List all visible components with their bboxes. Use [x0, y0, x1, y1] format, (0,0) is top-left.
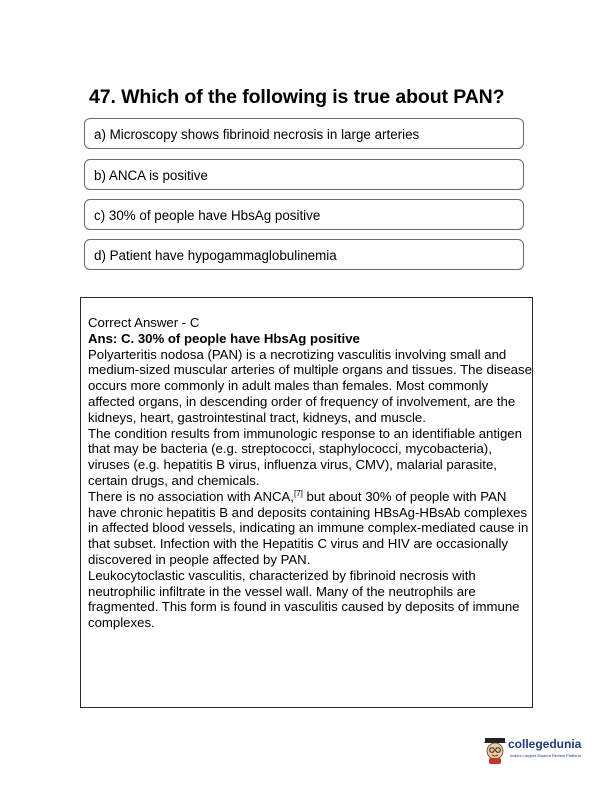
- paragraph-3-end: but about 30% of people with PAN have chronic hepatitis B and deposits containing HBsAg-HBsAb complexes in affected blood vessels, indicating an immune complex-mediated cause in that subset. Infection with the Hepatitis C virus and HIV are occasionally discovered in people affected by PAN.: [88, 488, 529, 567]
- option-c[interactable]: c) 30% of people have HbsAg positive: [84, 199, 524, 230]
- explanation-paragraph-4: Leukocytoclastic vasculitis, characterized by fibrinoid necrosis with neutrophilic infiltrate in the vessel wall. Many of the neutrophils are fragmented. This form is found in vasculitis caused by deposits of immune complexes.: [88, 567, 520, 631]
- brand-tagline: India's Largest Student Review Platform: [510, 753, 582, 758]
- correct-answer-label: Correct Answer - C: [88, 315, 200, 330]
- option-d[interactable]: d) Patient have hypogammaglobulinemia: [84, 239, 524, 270]
- explanation-paragraph-2: The condition results from immunologic response to an identifiable antigen that may be bacteria (e.g. streptococci, staphylococci, mycobacteria), viruses (e.g. hepatitis B virus, influenza virus, CMV), malarial parasite, certain drugs, and chemicals.: [88, 425, 522, 488]
- answer-explanation-box: [80, 297, 533, 708]
- explanation-paragraph-1: Polyarteritis nodosa (PAN) is a necrotizing vasculitis involving small and medium-sized muscular arteries of multiple organs and tissues. The disease occurs more commonly in adult males than females. Most commonly affected organs, in descending order of frequency of involvement, are the kidneys, heart, gastrointestinal tract, kidneys, and muscle.: [88, 346, 532, 425]
- option-b[interactable]: b) ANCA is positive: [84, 159, 524, 190]
- paragraph-3-start: There is no association with ANCA,: [88, 488, 294, 504]
- explanation-paragraph-3: [88, 489, 532, 568]
- question-title: 47. Which of the following is true about PAN?: [89, 86, 505, 108]
- answer-heading: Ans: C. 30% of people have HbsAg positive: [88, 330, 360, 346]
- reference-link[interactable]: [7]: [293, 488, 303, 498]
- collegedunia-logo: [482, 736, 582, 766]
- option-a[interactable]: a) Microscopy shows fibrinoid necrosis in large arteries: [84, 118, 524, 149]
- brand-name: collegedunia: [508, 737, 582, 751]
- mascot-icon: [482, 736, 508, 764]
